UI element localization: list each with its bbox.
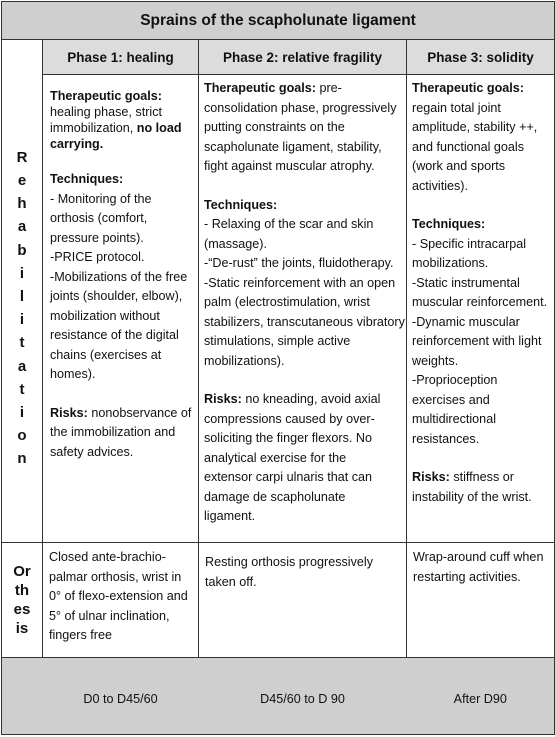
- phase-1-duration: D0 to D45/60: [43, 658, 199, 735]
- phase-3-techniques: Techniques: - Specific intracarpal mobilizations. -Static instrumental muscular reinforcement. -Dynamic muscular reinforcement with light weights. -Proprioception exercises and multidirectional resistances.: [412, 217, 548, 446]
- phase-2-header: Phase 2: relative fragility: [199, 40, 407, 75]
- phase-2-duration: D45/60 to D 90: [199, 658, 407, 735]
- footer-spacer: [2, 658, 43, 735]
- table-title: Sprains of the scapholunate ligament: [2, 2, 555, 40]
- phase-1-techniques: Techniques: - Monitoring of the orthosis (comfort, pressure points). -PRICE protocol. -Mobilizations of the free joints (shoulder, elbow), mobilization without resistance of the digital chains (exercises at homes).: [50, 172, 188, 381]
- phase-1-risks: Risks: nonobservance of the immobilization and safety advices.: [50, 405, 192, 459]
- phase-1-rehab-cell: [43, 75, 199, 543]
- orthesis-label: Or th es is: [2, 543, 43, 658]
- phase-3-header: Phase 3: solidity: [407, 40, 555, 75]
- phase-2-goals: Therapeutic goals: pre- consolidation phase, progressively putting constraints on the scapholunate ligament, stability, fight against muscular atrophy.: [204, 81, 397, 173]
- phase-3-duration: After D90: [407, 658, 555, 735]
- scapholunate-table: [1, 1, 555, 735]
- corner-cell: [2, 40, 43, 75]
- phase-3-rehab-cell: [407, 75, 555, 543]
- phase-3-risks: Risks: stiffness or instability of the wrist.: [412, 470, 532, 504]
- phase-2-risks: Risks: no kneading, avoid axial compressions caused by over- soliciting the finger flexors. No analytical exercise for the extensor carpi ulnaris that can damage de scapholunate ligament.: [204, 392, 381, 523]
- phase-2-orthesis-cell: Resting orthosis progressively taken off.: [199, 543, 407, 658]
- phase-3-goals: Therapeutic goals: regain total joint amplitude, stability ++, and functional goals (work and sports activities).: [412, 81, 538, 193]
- phase-1-goals: Therapeutic goals: healing phase, strict immobilization, no load carrying.: [50, 89, 182, 151]
- phase-2-rehab-cell: [199, 75, 407, 543]
- phase-1-orthesis-cell: Closed ante-brachio- palmar orthosis, wrist in 0° of flexo-extension and 5° of ulnar inclination, fingers free: [43, 543, 199, 658]
- rehabilitation-label: R e h a b i l i t a t i o n: [2, 75, 43, 543]
- phase-2-techniques: Techniques: - Relaxing of the scar and skin (massage). -“De-rust” the joints, fluidotherapy. -Static reinforcement with an open palm (electrostimulation, wrist stabilizers, transcutaneous vibratory stimulations, simple active mobilizations).: [204, 197, 405, 368]
- phase-3-orthesis-cell: Wrap-around cuff when restarting activities.: [407, 543, 555, 658]
- phase-1-header: Phase 1: healing: [43, 40, 199, 75]
